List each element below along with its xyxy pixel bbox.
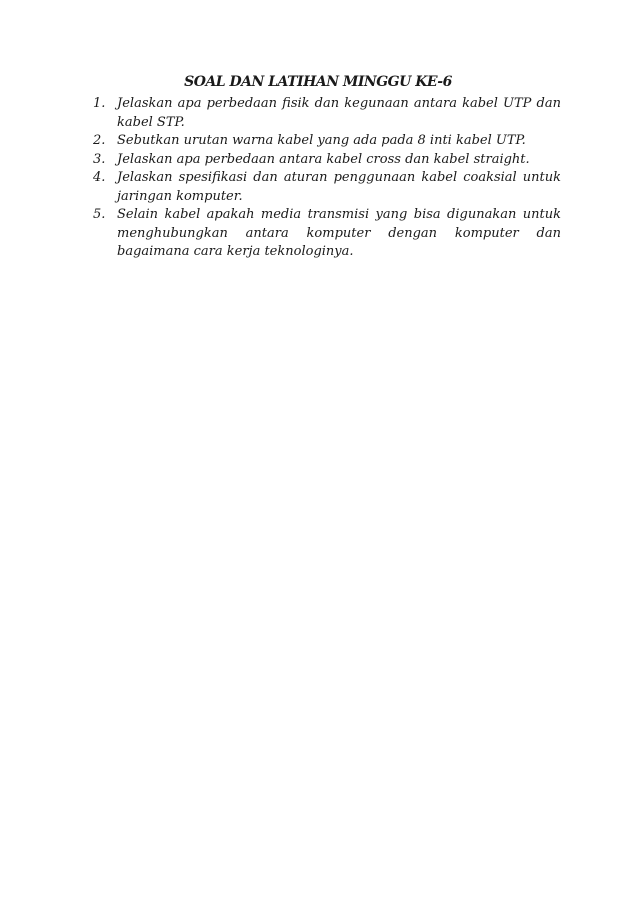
question-text: Selain kabel apakah media transmisi yang bisa digunakan untuk menghubungkan antara komputer dengan komputer dan bagaimana cara kerja teknologinya. — [117, 207, 561, 259]
question-number: 5. — [93, 207, 106, 222]
page-title — [0, 74, 638, 90]
question-number: 3. — [93, 151, 106, 167]
question-item — [93, 169, 561, 206]
question-item — [93, 132, 561, 151]
question-number: 4. — [93, 170, 106, 185]
page-title-text: SOAL DAN LATIHAN MINGGU KE-6 — [184, 74, 452, 90]
question-number: 2. — [93, 133, 106, 148]
question-text: Jelaskan apa perbedaan antara kabel cross dan kabel straight. — [117, 151, 530, 167]
question-item — [93, 151, 561, 170]
question-item — [93, 95, 561, 132]
question-text: Sebutkan urutan warna kabel yang ada pada 8 inti kabel UTP. — [117, 133, 526, 148]
question-item — [93, 206, 561, 262]
question-list — [93, 95, 561, 262]
question-text: Jelaskan apa perbedaan fisik dan kegunaan antara kabel UTP dan kabel STP. — [117, 96, 561, 130]
question-number: 1. — [93, 96, 106, 111]
question-text: Jelaskan spesifikasi dan aturan penggunaan kabel coaksial untuk jaringan komputer. — [117, 170, 561, 204]
